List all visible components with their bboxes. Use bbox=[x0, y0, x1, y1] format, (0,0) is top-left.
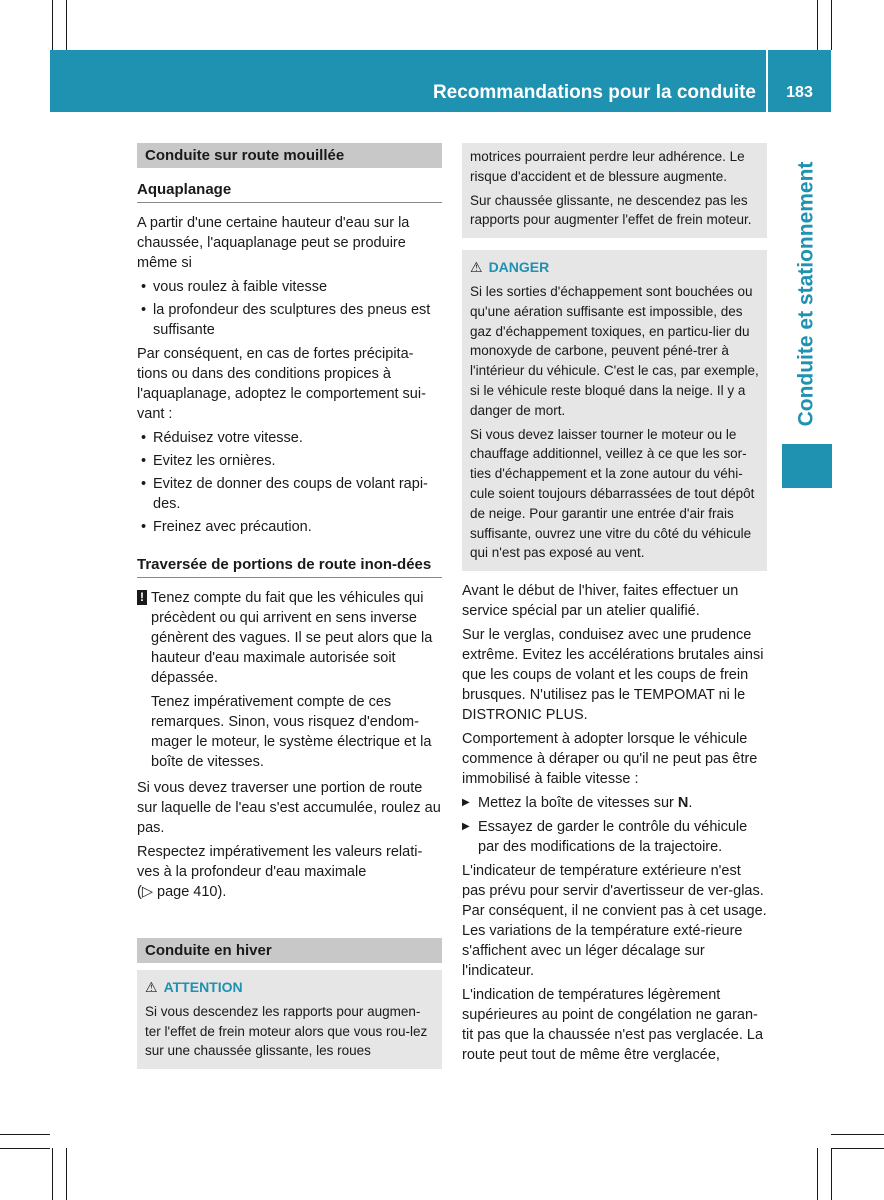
list-item bbox=[462, 793, 767, 813]
page-reference-link[interactable]: (▷ page 410). bbox=[137, 884, 227, 900]
warning-triangle-icon: ⚠ bbox=[145, 979, 158, 995]
crop-mark bbox=[817, 1148, 818, 1200]
crop-mark bbox=[817, 0, 818, 50]
aquaplanage-conditions-list bbox=[137, 277, 442, 340]
crop-mark bbox=[52, 0, 53, 50]
danger-text: Si vous devez laisser tourner le moteur ou le chauffage additionnel, veillez à ce que les sor-ties d'échappement et la zone autour du véhi-cule soient toujours débarrassées de tout dépôt de neige. Pour garantir une entrée d'air frais suffisante, ouvrez une vitre du côté du véhicule qui n'est pas exposé au vent. bbox=[470, 426, 755, 561]
attention-heading bbox=[145, 978, 434, 998]
crop-mark bbox=[831, 1148, 884, 1149]
section-heading-winter: Conduite en hiver bbox=[137, 938, 442, 963]
left-column bbox=[137, 143, 442, 1069]
skid-steps-list bbox=[462, 793, 767, 857]
attention-box-continued bbox=[462, 143, 767, 238]
list-item: • Freinez avec précaution. bbox=[137, 517, 442, 537]
flooded-road-instruction: Si vous devez traverser une portion de route sur laquelle de l'eau s'est accumulée, roulez au pas. bbox=[137, 780, 441, 836]
subheading-flooded-roads: Traversée de portions de route inon-dées bbox=[137, 555, 442, 578]
attention-text: motrices pourraient perdre leur adhérence. Le risque d'accident et de blessure augmente. bbox=[470, 149, 745, 184]
crop-mark bbox=[66, 1148, 67, 1200]
aquaplanage-intro: A partir d'une certaine hauteur d'eau sur la chaussée, l'aquaplanage peut se produire même si bbox=[137, 215, 410, 271]
attention-text: Si vous descendez les rapports pour augmen-ter l'effet de frein moteur alors que vous rou-lez sur une chaussée glissante, les roues bbox=[145, 1003, 428, 1059]
attention-box bbox=[137, 970, 442, 1069]
danger-heading bbox=[470, 258, 759, 278]
aquaplanage-consequence: Par conséquent, en cas de fortes précipita-tions ou dans des conditions propices à l'aquaplanage, adoptez le comportement sui-vant : bbox=[137, 346, 426, 422]
crop-mark bbox=[66, 0, 67, 50]
danger-label: DANGER bbox=[488, 259, 550, 276]
list-item: • Evitez de donner des coups de volant rapi-des. bbox=[137, 474, 442, 514]
crop-mark bbox=[831, 1148, 832, 1200]
section-heading-wet-road: Conduite sur route mouillée bbox=[137, 143, 442, 168]
chapter-side-tab bbox=[780, 150, 832, 438]
caution-note bbox=[137, 588, 442, 772]
subheading-aquaplanage: Aquaplanage bbox=[137, 180, 442, 203]
page-header-title: Recommandations pour la conduite bbox=[432, 82, 756, 103]
winter-service-text: Avant le début de l'hiver, faites effectuer un service spécial par un atelier qualifié. bbox=[462, 583, 739, 620]
crop-mark bbox=[0, 1134, 50, 1135]
note-text: Tenez impérativement compte de ces remarques. Sinon, vous risquez d'endom-mager le moteur, le système électrique et la boîte de vitesses. bbox=[151, 694, 432, 770]
chapter-marker-block bbox=[782, 444, 832, 488]
temperature-display-text: L'indication de températures légèrement supérieures au point de congélation ne garan-tit pas que la chaussée n'est pas verglacée. La route peut tout de même être verglacée, bbox=[462, 987, 764, 1064]
crop-mark bbox=[52, 1148, 53, 1200]
skid-behaviour-text: Comportement à adopter lorsque le véhicule commence à déraper ou qu'il ne peut pas être immobilisé à faible vitesse : bbox=[462, 731, 758, 788]
note-text: Tenez compte du fait que les véhicules qui précèdent ou qui arrivent en sens inverse génèrent des vagues. Il se peut alors que la hauteur d'eau maximale autorisée soit dépassée. bbox=[151, 590, 433, 686]
step-text: Mettez la boîte de vitesses sur bbox=[478, 795, 678, 812]
list-item: ▶ Essayez de garder le contrôle du véhicule par des modifications de la trajectoire. bbox=[462, 817, 767, 857]
attention-label: ATTENTION bbox=[163, 979, 243, 995]
temperature-indicator-text: L'indicateur de température extérieure n'est pas prévu pour servir d'avertisseur de ver-glas. Par conséquent, il ne convient pas à cet usage. Les variations de la température exté-rieure s'affichent avec un léger décalage sur l'indicateur. bbox=[462, 863, 767, 980]
header-separator bbox=[766, 50, 768, 112]
chapter-title: Conduite et stationnement bbox=[794, 161, 817, 427]
attention-text: Sur chaussée glissante, ne descendez pas les rapports pour augmenter l'effet de frein moteur. bbox=[470, 192, 752, 228]
list-item: • vous roulez à faible vitesse bbox=[137, 277, 442, 297]
list-item: • Evitez les ornières. bbox=[137, 451, 442, 471]
right-column bbox=[462, 143, 767, 1069]
ice-driving-text: Sur le verglas, conduisez avec une prudence extrême. Evitez les accélérations brutales ainsi que les coups de volant et les coups de frein brusques. N'utilisez pas le TEMPOMAT ni le DISTRONIC PLUS. bbox=[462, 627, 764, 724]
water-depth-text: Respectez impérativement les valeurs relati-ves à la profondeur d'eau maximale bbox=[137, 844, 423, 880]
crop-mark bbox=[0, 1148, 50, 1149]
list-item: • Réduisez votre vitesse. bbox=[137, 428, 442, 448]
danger-text: Si les sorties d'échappement sont bouchées ou qu'une aération suffisante est impossible, des gaz d'échappement toxiques, en particu-lier du monoxyde de carbone, peuvent péné-trer à l'intérieur du véhicule. C'est le cas, par exemple, si le véhicule reste bloqué dans la neige. Il y a danger de mort. bbox=[470, 283, 759, 418]
exclamation-icon: ! bbox=[137, 590, 147, 605]
danger-box bbox=[462, 250, 767, 571]
warning-triangle-icon: ⚠ bbox=[470, 259, 483, 276]
list-item: • la profondeur des sculptures des pneus est suffisante bbox=[137, 300, 442, 340]
water-depth-instruction bbox=[137, 842, 442, 902]
step-text-suffix: . bbox=[688, 795, 693, 812]
crop-mark bbox=[831, 1134, 884, 1135]
crop-mark bbox=[831, 0, 832, 50]
gear-label: N bbox=[677, 795, 689, 812]
aquaplanage-actions-list bbox=[137, 428, 442, 537]
page-number: 183 bbox=[786, 84, 813, 101]
